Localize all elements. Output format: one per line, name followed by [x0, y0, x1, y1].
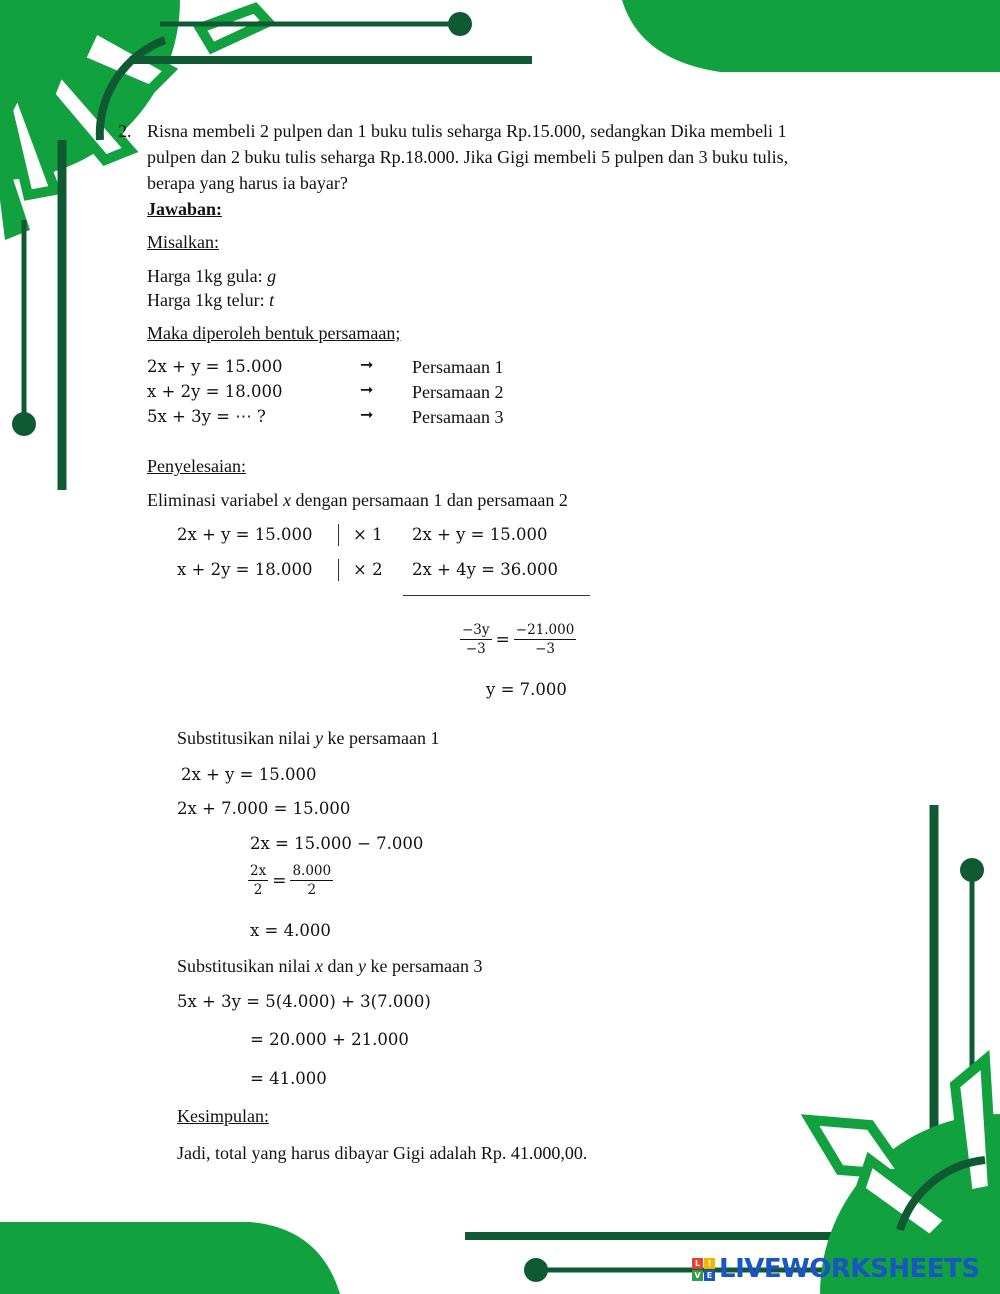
logo-text: LIVEWORKSHEETS	[719, 1254, 980, 1284]
conclusion-text: Jadi, total yang harus dibayar Gigi adalah Rp. 41.000,00.	[177, 1143, 588, 1163]
question-number: 2.	[118, 121, 132, 141]
equation-1: 2x + y = 15.000	[147, 357, 283, 376]
variable-definition-1: Harga 1kg gula: g	[147, 266, 277, 286]
question-line-3: berapa yang harus ia bayar?	[147, 173, 348, 193]
divider-bar	[338, 559, 339, 581]
step-y-2: 2x + 7.000 = 15.000	[177, 799, 351, 818]
equation-label-2: Persamaan 2	[412, 382, 504, 402]
bottom-rule-knob	[524, 1258, 548, 1282]
elimination-intro: Eliminasi variabel x dengan persamaan 1 dan persamaan 2	[147, 490, 568, 510]
elimination-left-1: 2x + y = 15.000	[177, 525, 313, 544]
final-step-2: = 20.000 + 21.000	[250, 1030, 409, 1049]
substitute-xy-text: Substitusikan nilai x dan y ke persamaan 3	[177, 956, 483, 976]
elimination-right-1: 2x + y = 15.000	[412, 525, 548, 544]
substitute-y-text: Substitusikan nilai y ke persamaan 1	[177, 728, 440, 748]
elimination-mult-2: × 2	[353, 560, 383, 579]
arrow-icon: ➞	[360, 380, 374, 399]
equation-label-3: Persamaan 3	[412, 407, 504, 427]
left-rule-knob	[12, 412, 36, 436]
final-step-3: = 41.000	[250, 1069, 327, 1088]
elimination-mult-1: × 1	[353, 525, 383, 544]
equation-3: 5x + 3y = ⋯ ?	[147, 407, 266, 426]
arrow-icon: ➞	[360, 405, 374, 424]
top-right-banner	[622, 0, 1000, 72]
arrow-icon: ➞	[360, 355, 374, 374]
step-y-3: 2x = 15.000 − 7.000	[250, 834, 424, 853]
equation-label-1: Persamaan 1	[412, 357, 504, 377]
step-y-1: 2x + y = 15.000	[181, 765, 317, 784]
question-line-1: Risna membeli 2 pulpen dan 1 buku tulis seharga Rp.15.000, sedangkan Dika membeli 1	[147, 121, 787, 141]
misalkan-heading: Misalkan:	[147, 232, 219, 252]
y-result: y = 7.000	[486, 680, 567, 699]
form-heading: Maka diperoleh bentuk persamaan;	[147, 323, 401, 343]
conclusion-heading: Kesimpulan:	[177, 1106, 269, 1126]
fraction-y: $\frac{-3y}{-3}$ = $\frac{-21.000}{-3}$	[462, 622, 575, 657]
divider-bar	[338, 524, 339, 546]
liveworksheets-logo	[692, 1254, 980, 1284]
final-step-1: 5x + 3y = 5(4.000) + 3(7.000)	[177, 992, 431, 1011]
solution-heading: Penyelesaian:	[147, 456, 246, 476]
variable-definition-2: Harga 1kg telur: t	[147, 290, 275, 310]
answer-heading: Jawaban:	[147, 199, 223, 219]
bottom-left-banner	[0, 1222, 340, 1294]
equation-2: x + 2y = 18.000	[147, 382, 283, 401]
x-result: x = 4.000	[250, 921, 331, 940]
elimination-left-2: x + 2y = 18.000	[177, 560, 313, 579]
top-rule-knob	[448, 12, 472, 36]
logo-mark-icon: L I V E	[692, 1258, 715, 1281]
question-line-2: pulpen dan 2 buku tulis seharga Rp.18.000. Jika Gigi membeli 5 pulpen dan 3 buku tulis,	[147, 147, 789, 167]
elimination-right-2: 2x + 4y = 36.000	[412, 560, 558, 579]
subtraction-rule	[403, 595, 590, 596]
right-rule-knob	[960, 858, 984, 882]
fraction-x: $\frac{2x}{2}$ = $\frac{8.000}{2}$	[250, 863, 332, 898]
